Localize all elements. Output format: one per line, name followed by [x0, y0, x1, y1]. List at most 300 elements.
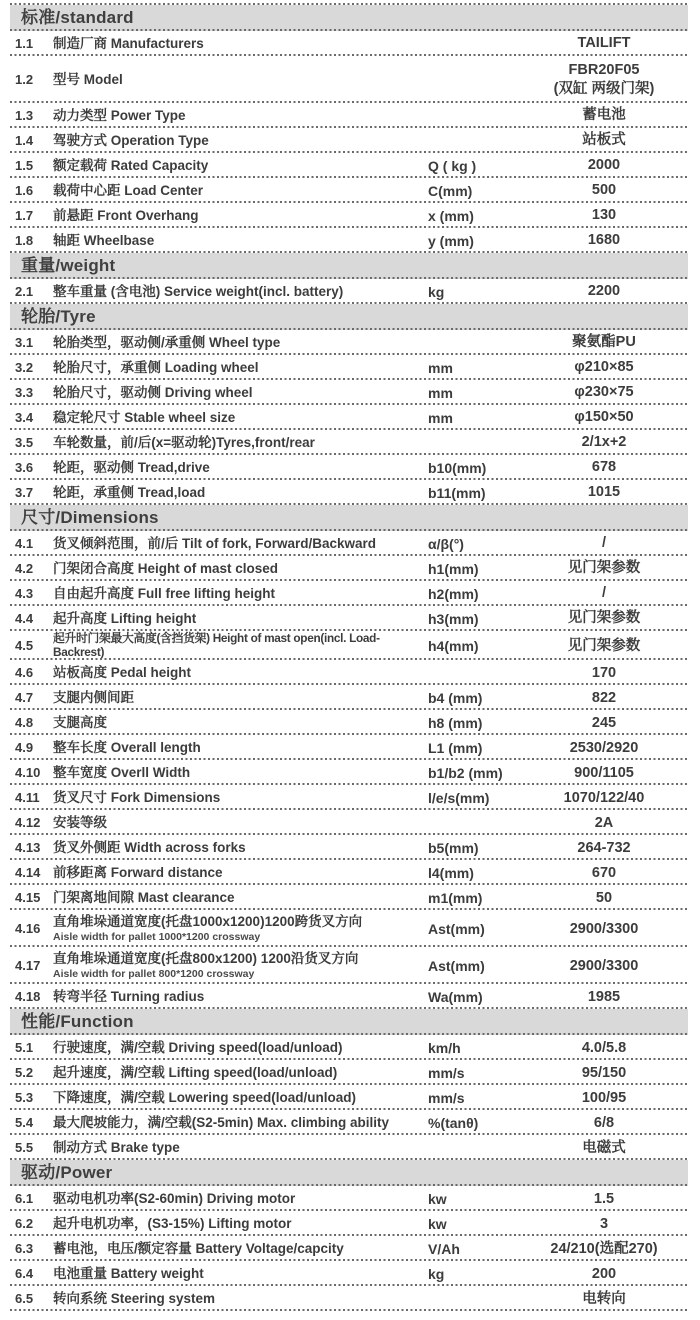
row-label: 轮胎尺寸，驱动侧 Driving wheel [53, 384, 253, 400]
row-value-cell [520, 408, 688, 426]
row-unit: L1 (mm) [428, 739, 483, 756]
row-value: 2000 [587, 157, 621, 174]
row-value-cell [520, 433, 688, 451]
row-unit: mm [428, 384, 453, 401]
spec-row [10, 860, 688, 885]
row-value-cell [520, 957, 688, 975]
section-header: 驱动/Power [10, 1160, 688, 1186]
row-unit: l4(mm) [428, 864, 474, 881]
row-number: 3.3 [15, 385, 34, 400]
row-label-cell [53, 890, 428, 906]
row-value-cell [520, 920, 688, 938]
row-label: 起升时门架最大高度(含挡货架) Height of mast open(incl. Load-Backrest) [53, 631, 380, 659]
spec-row [10, 405, 688, 430]
row-value: 50 [595, 889, 613, 906]
row-value-cell [520, 358, 688, 376]
spec-row [10, 330, 688, 355]
row-number: 3.7 [15, 485, 34, 500]
row-label: 最大爬坡能力，满/空载(S2-5min) Max. climbing ability [53, 1114, 390, 1130]
row-value-cell [520, 889, 688, 907]
row-number: 1.6 [15, 183, 34, 198]
spec-row [10, 31, 688, 56]
spec-row [10, 1110, 688, 1135]
row-value: 2530/2920 [569, 739, 639, 756]
row-label-cell [53, 410, 428, 426]
spec-row [10, 153, 688, 178]
row-label-cell [53, 360, 428, 376]
row-label: 货叉倾斜范围，前/后 Tilt of fork, Forward/Backward [53, 535, 377, 551]
spec-row [10, 1135, 688, 1160]
row-value: 678 [591, 459, 617, 476]
spec-row [10, 1261, 688, 1286]
row-label: 货叉外侧距 Width across forks [53, 839, 246, 855]
row-value-cell [520, 231, 688, 249]
row-value: 蓄电池 [582, 107, 626, 124]
row-value-cell [520, 1290, 688, 1308]
row-number: 4.10 [15, 765, 41, 781]
row-value-cell [520, 689, 688, 707]
row-label-cell [53, 914, 428, 943]
row-number: 4.3 [15, 586, 34, 601]
row-label: 车轮数量，前/后(x=驱动轮)Tyres,front/rear [53, 434, 315, 450]
section-header: 标准/standard [10, 5, 688, 31]
row-number: 4.8 [15, 715, 34, 731]
row-value: 见门架参数 [567, 610, 641, 627]
row-label: 前悬距 Front Overhang [53, 207, 199, 223]
row-value-cell [520, 1139, 688, 1157]
row-label-cell [53, 840, 428, 856]
spec-row [10, 1085, 688, 1110]
row-value-cell [520, 61, 688, 97]
row-label: 轮距，承重侧 Tread,load [53, 484, 206, 500]
row-label: 轮胎类型，驱动侧/承重侧 Wheel type [53, 334, 281, 350]
row-unit: %(tanθ) [428, 1114, 479, 1131]
row-unit: kg [428, 1265, 445, 1282]
row-number: 4.17 [15, 958, 41, 974]
row-label-cell [53, 690, 428, 706]
row-value-cell [520, 534, 688, 552]
row-value: 24/210(选配270) [550, 1240, 658, 1257]
row-label-cell [53, 1216, 428, 1232]
row-number: 4.12 [15, 815, 41, 831]
row-number: 5.2 [15, 1065, 34, 1081]
row-value-cell [520, 1265, 688, 1283]
row-label: 转向系统 Steering system [53, 1290, 216, 1306]
row-label-cell [53, 790, 428, 806]
row-number: 4.15 [15, 890, 41, 906]
row-value-cell [520, 458, 688, 476]
row-label-cell [53, 335, 428, 351]
row-value-cell [520, 739, 688, 757]
row-value-cell [520, 106, 688, 124]
row-label: 前移距离 Forward distance [53, 864, 223, 880]
row-value: TAILIFT [577, 35, 631, 52]
row-value-line2: (双缸 两级门架) [553, 80, 655, 97]
row-value: 822 [591, 689, 617, 706]
row-value-cell [520, 1089, 688, 1107]
spec-row [10, 735, 688, 760]
spec-row [10, 760, 688, 785]
row-label-cell [53, 1291, 428, 1307]
row-label: 起升高度 Lifting height [53, 610, 197, 626]
row-value-cell [520, 181, 688, 199]
row-value: 200 [591, 1265, 617, 1282]
row-number: 1.5 [15, 158, 34, 173]
row-unit: Q ( kg ) [428, 157, 477, 174]
row-label-cell [53, 665, 428, 681]
row-value: 170 [591, 664, 617, 681]
row-label-cell [53, 815, 428, 831]
spec-row [10, 430, 688, 455]
row-number: 6.3 [15, 1241, 34, 1257]
row-value: φ150×50 [574, 409, 634, 426]
row-unit: mm/s [428, 1089, 465, 1106]
row-value-cell [520, 714, 688, 732]
row-value-cell [520, 864, 688, 882]
row-label: 型号 Model [53, 71, 123, 87]
row-unit: y (mm) [428, 232, 474, 249]
row-value: 1.5 [593, 1190, 615, 1207]
row-number: 1.8 [15, 233, 34, 248]
row-unit: b4 (mm) [428, 689, 483, 706]
row-unit: Wa(mm) [428, 988, 483, 1005]
row-number: 6.4 [15, 1266, 34, 1282]
row-label-cell [53, 989, 428, 1005]
row-unit: Ast(mm) [428, 920, 485, 937]
spec-row [10, 885, 688, 910]
row-number: 6.5 [15, 1291, 34, 1307]
spec-row [10, 581, 688, 606]
row-value-cell [520, 383, 688, 401]
spec-row [10, 785, 688, 810]
row-value: 500 [591, 182, 617, 199]
spec-row [10, 810, 688, 835]
row-number: 1.2 [15, 72, 34, 87]
row-value: 2900/3300 [569, 920, 639, 937]
row-value-cell [520, 131, 688, 149]
row-value-cell [520, 1039, 688, 1057]
row-label-cell [53, 108, 428, 124]
row-label-cell [53, 284, 428, 300]
section-header: 尺寸/Dimensions [10, 505, 688, 531]
row-unit: α/β(°) [428, 535, 464, 552]
row-number: 5.5 [15, 1140, 34, 1156]
row-number: 1.7 [15, 208, 34, 223]
row-label-cell [53, 715, 428, 731]
row-value: / [601, 585, 607, 602]
row-number: 3.2 [15, 360, 34, 375]
row-value: 2900/3300 [569, 957, 639, 974]
row-number: 4.4 [15, 611, 34, 626]
row-value-cell [520, 609, 688, 627]
row-unit: l/e/s(mm) [428, 789, 490, 806]
row-value-cell [520, 34, 688, 52]
row-label: 轴距 Wheelbase [53, 232, 155, 248]
row-value: 2/1x+2 [581, 434, 627, 451]
row-label: 制造厂商 Manufacturers [53, 35, 204, 51]
row-label: 稳定轮尺寸 Stable wheel size [53, 409, 236, 425]
row-label-cell [53, 586, 428, 602]
row-unit: b5(mm) [428, 839, 479, 856]
row-label: 整车长度 Overall length [53, 739, 201, 755]
row-label-cell [53, 1140, 428, 1156]
section-header: 性能/Function [10, 1009, 688, 1035]
row-label: 直角堆垛通道宽度(托盘800x1200) 1200沿货叉方向 [53, 951, 359, 967]
row-value-cell [520, 206, 688, 224]
row-label: 货叉尺寸 Fork Dimensions [53, 789, 221, 805]
row-unit: m1(mm) [428, 889, 483, 906]
row-label: 蓄电池，电压/额定容量 Battery Voltage/capcity [53, 1240, 344, 1256]
row-unit: V/Ah [428, 1240, 460, 1257]
row-label: 驱动电机功率(S2-60min) Driving motor [53, 1190, 296, 1206]
section-header: 重量/weight [10, 253, 688, 279]
row-number: 5.4 [15, 1115, 34, 1131]
row-value-cell [520, 1240, 688, 1258]
row-label-cell [53, 36, 428, 52]
row-number: 4.7 [15, 690, 34, 706]
row-unit: b11(mm) [428, 484, 486, 501]
spec-row [10, 1060, 688, 1085]
row-value-cell [520, 637, 688, 655]
row-number: 4.13 [15, 840, 41, 856]
spec-row [10, 455, 688, 480]
spec-row [10, 203, 688, 228]
row-label-cell [53, 460, 428, 476]
row-value: 4.0/5.8 [581, 1039, 627, 1056]
row-label-cell [53, 158, 428, 174]
row-value: 电磁式 [582, 1139, 626, 1156]
row-unit: Ast(mm) [428, 957, 485, 974]
spec-row [10, 660, 688, 685]
row-label-cell [53, 561, 428, 577]
row-value-cell [520, 988, 688, 1006]
spec-row [10, 1286, 688, 1311]
row-label-cell [53, 1065, 428, 1081]
section-header: 轮胎/Tyre [10, 304, 688, 330]
row-label-cell [53, 233, 428, 249]
row-label-cell [53, 1191, 428, 1207]
row-label-cell [53, 1115, 428, 1131]
row-value-cell [520, 483, 688, 501]
spec-row [10, 631, 688, 660]
row-value: φ210×85 [574, 359, 634, 376]
row-number: 3.6 [15, 460, 34, 475]
row-label-cell [53, 740, 428, 756]
row-value: 264-732 [577, 839, 631, 856]
spec-row [10, 1211, 688, 1236]
row-value-cell [520, 1114, 688, 1132]
row-unit: kg [428, 283, 445, 300]
row-sublabel: Aisle width for pallet 1000*1200 crossway [53, 930, 261, 943]
row-value-cell [520, 1190, 688, 1208]
row-unit: C(mm) [428, 182, 473, 199]
row-label-cell [53, 72, 428, 88]
spec-row [10, 56, 688, 103]
row-label-cell [53, 865, 428, 881]
row-label: 门架闭合高度 Height of mast closed [53, 560, 279, 576]
row-label: 直角堆垛通道宽度(托盘1000x1200)1200跨货叉方向 [53, 914, 363, 930]
row-value: 电转向 [582, 1290, 626, 1307]
spec-row [10, 710, 688, 735]
row-label: 自由起升高度 Full free lifting height [53, 585, 275, 601]
spec-row [10, 1035, 688, 1060]
row-label: 站板高度 Pedal height [53, 664, 192, 680]
row-label: 安装等级 [53, 814, 107, 830]
row-number: 6.2 [15, 1216, 34, 1232]
row-value: 245 [591, 714, 617, 731]
row-value: φ230×75 [574, 384, 634, 401]
row-label-cell [53, 632, 428, 659]
row-value: / [601, 535, 607, 552]
row-label: 整车宽度 Overll Width [53, 764, 191, 780]
row-unit: b1/b2 (mm) [428, 764, 503, 781]
row-label-cell [53, 611, 428, 627]
row-label: 门架离地间隙 Mast clearance [53, 889, 235, 905]
row-value-cell [520, 333, 688, 351]
row-label-cell [53, 133, 428, 149]
row-number: 5.1 [15, 1040, 34, 1056]
row-value: 900/1105 [574, 764, 634, 781]
row-unit: h1(mm) [428, 560, 479, 577]
row-number: 4.11 [15, 790, 40, 806]
row-unit: km/h [428, 1039, 461, 1056]
row-value: 130 [591, 207, 617, 224]
row-label: 额定载荷 Rated Capacity [53, 157, 209, 173]
row-label-cell [53, 951, 428, 980]
spec-row [10, 1236, 688, 1261]
row-value: 站板式 [582, 132, 626, 149]
row-value-cell [520, 156, 688, 174]
spec-table [10, 3, 688, 1311]
row-value: 1070/122/40 [563, 789, 645, 806]
row-value-cell [520, 559, 688, 577]
spec-row [10, 128, 688, 153]
row-value-cell [520, 814, 688, 832]
spec-row [10, 380, 688, 405]
spec-row [10, 984, 688, 1009]
spec-row [10, 685, 688, 710]
row-label-cell [53, 435, 428, 451]
row-label: 下降速度，满/空载 Lowering speed(load/unload) [53, 1089, 357, 1105]
row-number: 3.4 [15, 410, 34, 425]
row-label: 轮胎尺寸，承重侧 Loading wheel [53, 359, 259, 375]
row-label-cell [53, 1090, 428, 1106]
row-number: 5.3 [15, 1090, 34, 1106]
spec-row [10, 910, 688, 947]
row-value-cell [520, 282, 688, 300]
spec-row [10, 531, 688, 556]
row-value: 1015 [587, 484, 621, 501]
row-unit: h2(mm) [428, 585, 479, 602]
row-number: 6.1 [15, 1191, 34, 1207]
row-sublabel: Aisle width for pallet 800*1200 crossway [53, 967, 255, 980]
row-label: 支腿内侧间距 [53, 689, 134, 705]
spec-row [10, 835, 688, 860]
spec-row [10, 355, 688, 380]
row-label: 载荷中心距 Load Center [53, 182, 204, 198]
row-value-cell [520, 584, 688, 602]
row-number: 4.1 [15, 536, 34, 551]
row-unit: kw [428, 1190, 447, 1207]
row-label: 驾驶方式 Operation Type [53, 132, 209, 148]
row-unit: kw [428, 1215, 447, 1232]
spec-row [10, 947, 688, 984]
row-unit: h4(mm) [428, 637, 479, 654]
row-number: 1.1 [15, 36, 34, 51]
row-label: 行驶速度，满/空载 Driving speed(load/unload) [53, 1039, 343, 1055]
row-label-cell [53, 208, 428, 224]
row-number: 4.14 [15, 865, 41, 881]
row-unit: b10(mm) [428, 459, 487, 476]
row-value-cell [520, 1064, 688, 1082]
spec-row [10, 556, 688, 581]
row-number: 3.1 [15, 335, 34, 350]
row-label-cell [53, 1040, 428, 1056]
row-label-cell [53, 1266, 428, 1282]
row-number: 1.4 [15, 133, 34, 148]
row-label-cell [53, 536, 428, 552]
row-number: 4.18 [15, 989, 41, 1005]
row-unit: h3(mm) [428, 610, 479, 627]
row-number: 2.1 [15, 284, 34, 299]
row-number: 4.6 [15, 665, 34, 681]
row-value: 聚氨酯PU [572, 334, 636, 351]
row-value: 100/95 [581, 1089, 627, 1106]
row-label: 起升速度，满/空载 Lifting speed(load/unload) [53, 1064, 338, 1080]
row-label: 起升电机功率，(S3-15%) Lifting motor [53, 1215, 292, 1231]
spec-row [10, 103, 688, 128]
row-unit: mm [428, 409, 453, 426]
row-value: FBR20F05 [568, 62, 640, 79]
row-label-cell [53, 385, 428, 401]
row-value: 6/8 [593, 1114, 615, 1131]
row-label: 整车重量 (含电池) Service weight(incl. battery) [53, 283, 344, 299]
row-label-cell [53, 1241, 428, 1257]
row-label: 电池重量 Battery weight [53, 1265, 204, 1281]
row-label: 支腿高度 [53, 714, 107, 730]
row-value-cell [520, 1215, 688, 1233]
row-value: 1680 [587, 232, 621, 249]
row-label-cell [53, 485, 428, 501]
row-unit: h8 (mm) [428, 714, 483, 731]
row-value: 2200 [587, 283, 621, 300]
row-value: 1985 [587, 988, 621, 1005]
row-value-cell [520, 789, 688, 807]
row-value-cell [520, 839, 688, 857]
spec-row [10, 228, 688, 253]
row-label: 轮距，驱动侧 Tread,drive [53, 459, 210, 475]
row-value: 见门架参数 [567, 637, 641, 654]
row-label: 制动方式 Brake type [53, 1139, 180, 1155]
row-number: 4.2 [15, 561, 34, 576]
row-value: 670 [591, 864, 617, 881]
spec-row [10, 480, 688, 505]
row-number: 4.9 [15, 740, 34, 756]
row-label-cell [53, 183, 428, 199]
row-label: 动力类型 Power Type [53, 107, 186, 123]
row-value: 95/150 [581, 1064, 627, 1081]
spec-row [10, 178, 688, 203]
row-number: 3.5 [15, 435, 34, 450]
row-value: 见门架参数 [567, 560, 641, 577]
row-value-cell [520, 664, 688, 682]
row-unit: x (mm) [428, 207, 474, 224]
spec-row [10, 1186, 688, 1211]
row-label-cell [53, 765, 428, 781]
row-value: 2A [594, 814, 614, 831]
row-value-cell [520, 764, 688, 782]
row-number: 1.3 [15, 108, 34, 123]
